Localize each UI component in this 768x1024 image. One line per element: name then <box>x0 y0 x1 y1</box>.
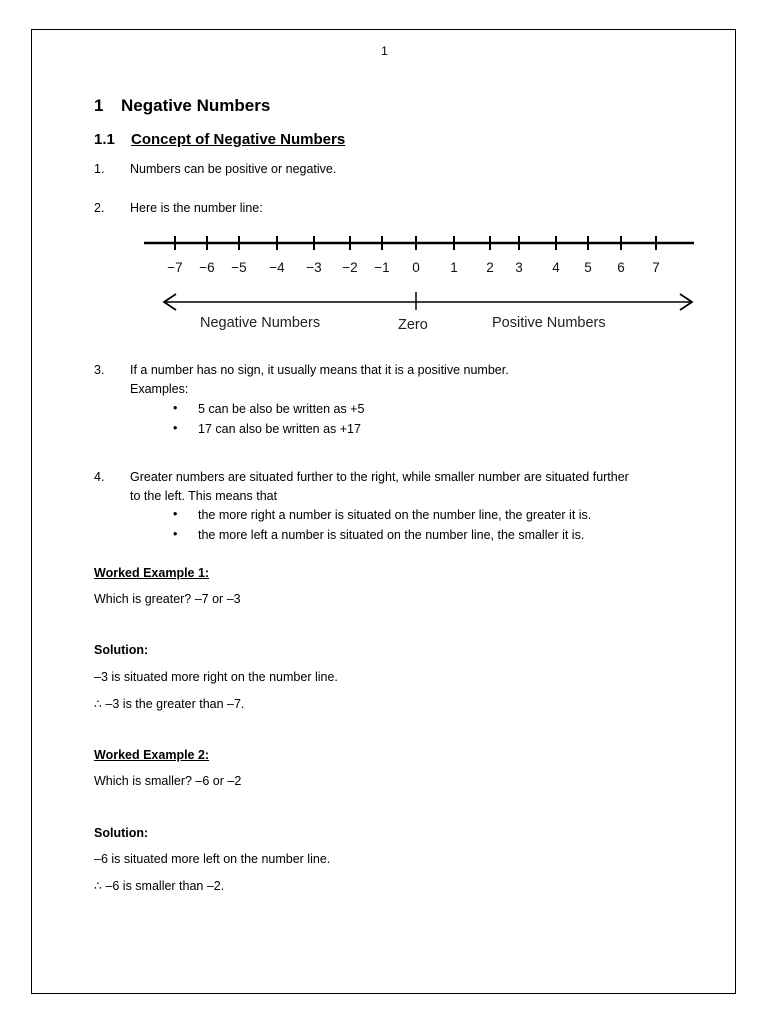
worked-example-2-question: Which is smaller? –6 or –2 <box>94 774 242 788</box>
section-number: 1.1 <box>94 131 115 148</box>
worked-example-1-solution-line-2: ∴ –3 is the greater than –7. <box>94 697 245 711</box>
number-line-tick-label: 2 <box>486 260 494 275</box>
number-line-tick-label: −3 <box>306 260 322 275</box>
number-line-tick-label: 5 <box>584 260 592 275</box>
item-4-text: Greater numbers are situated further to the right, while smaller number are situated further <box>130 470 629 484</box>
item-4-bullet-1: the more right a number is situated on the number line, the greater it is. <box>198 508 592 522</box>
positive-numbers-label: Positive Numbers <box>492 315 606 331</box>
number-line-tick-label: −5 <box>231 260 247 275</box>
item-4-text-continued: to the left. This means that <box>130 489 278 503</box>
item-2-number: 2. <box>94 201 105 215</box>
section-title: Concept of Negative Numbers <box>131 131 346 148</box>
chapter-number: 1 <box>94 96 104 115</box>
number-line-tick-label: 7 <box>652 260 660 275</box>
item-3-bullet-2: 17 can also be written as +17 <box>198 422 361 436</box>
item-1-number: 1. <box>94 162 105 176</box>
worked-example-1-heading: Worked Example 1: <box>94 566 210 580</box>
worked-example-2-solution-line-1: –6 is situated more left on the number line. <box>94 852 331 866</box>
worked-example-2-solution-line-2: ∴ –6 is smaller than –2. <box>94 879 225 893</box>
document-page <box>31 29 736 994</box>
worked-example-1-solution-line-1: –3 is situated more right on the number line. <box>94 670 338 684</box>
bullet-icon: • <box>173 527 178 541</box>
item-1-text: Numbers can be positive or negative. <box>130 162 337 176</box>
item-3-subheading: Examples: <box>130 382 189 396</box>
item-3-bullet-1: 5 can be also be written as +5 <box>198 402 365 416</box>
bullet-icon: • <box>173 507 178 521</box>
chapter-title: Negative Numbers <box>121 96 271 115</box>
negative-numbers-label: Negative Numbers <box>200 315 321 331</box>
bullet-icon: • <box>173 401 178 415</box>
item-4-bullet-2: the more left a number is situated on the number line, the smaller it is. <box>198 528 585 542</box>
item-4-number: 4. <box>94 470 105 484</box>
worked-example-2-heading: Worked Example 2: <box>94 748 210 762</box>
number-line-tick-label: 1 <box>450 260 458 275</box>
number-line-tick-label: −1 <box>374 260 390 275</box>
number-line-tick-label: 0 <box>412 260 420 275</box>
number-line-tick-label: 3 <box>515 260 523 275</box>
number-line-tick-label: −7 <box>167 260 183 275</box>
page-number: 1 <box>381 44 388 58</box>
zero-label: Zero <box>398 317 428 333</box>
item-2-text: Here is the number line: <box>130 201 263 215</box>
worked-example-1-question: Which is greater? –7 or –3 <box>94 592 241 606</box>
number-line-tick-label: −2 <box>342 260 358 275</box>
number-line-tick-label: −6 <box>199 260 215 275</box>
number-line-tick-label: −4 <box>269 260 285 275</box>
worked-example-1-solution-label: Solution: <box>94 643 149 657</box>
item-3-number: 3. <box>94 363 105 377</box>
item-3-text: If a number has no sign, it usually means that it is a positive number. <box>130 363 509 377</box>
bullet-icon: • <box>173 421 178 435</box>
worked-example-2-solution-label: Solution: <box>94 826 149 840</box>
number-line-tick-label: 6 <box>617 260 625 275</box>
number-line-figure <box>132 226 712 341</box>
number-line-tick-label: 4 <box>552 260 560 275</box>
